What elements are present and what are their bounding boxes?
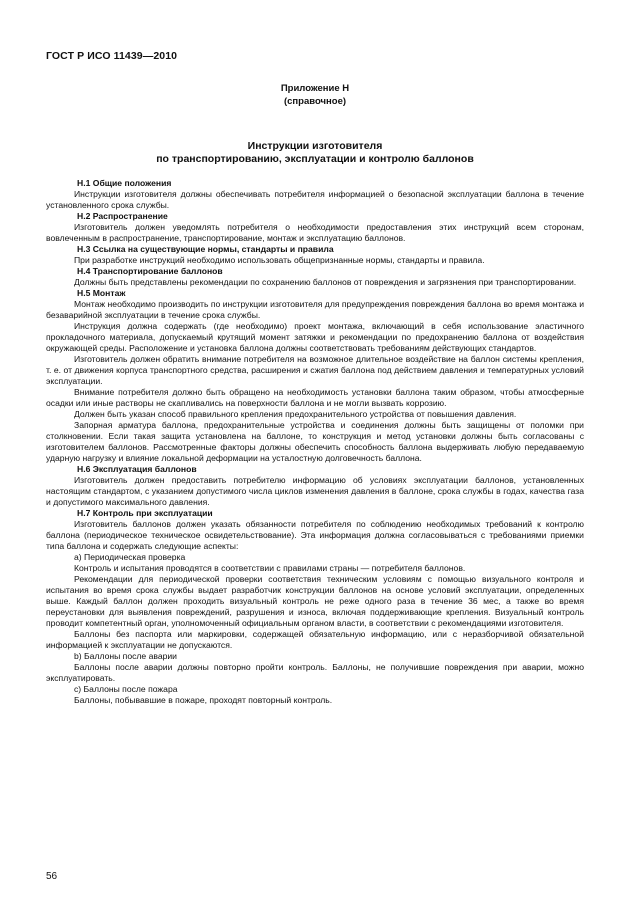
paragraph: Внимание потребителя должно быть обращено на необходимость установки баллона таким образом, чтобы атмосферные осадки или иные растворы не скапливались на поверхности баллона и не могли вызвать коррозию.: [46, 387, 584, 408]
annex-title: Приложение Н: [280, 83, 350, 94]
paragraph: Баллоны, побывавшие в пожаре, проходят повторный контроль.: [74, 695, 333, 705]
section-title-line-2: по транспортированию, эксплуатации и контролю баллонов: [156, 153, 474, 165]
paragraph: Запорная арматура баллона, предохранительные устройства и соединения должны быть защищены от поломки при столкновении. Если такая защита установлена на баллоне, то конструкция и метод установки должны быть согласованы с изготовителем баллонов. Рассмотренные факторы должны обеспечить способность баллона выдерживать любую передаваемую ударную нагрузку и влияние локальной деформации на усталостную долговечность баллона.: [46, 420, 584, 463]
paragraph: Инструкции изготовителя должны обеспечивать потребителя информацией о безопасной эксплуатации баллона в течение установленного срока службы.: [46, 189, 584, 210]
annex-subtitle: (справочное): [283, 96, 347, 107]
paragraph: а) Периодическая проверка: [74, 552, 186, 562]
paragraph: Должны быть представлены рекомендации по сохранению баллонов от повреждения и загрязнения при транспортировании.: [74, 277, 577, 287]
paragraph: Баллоны после аварии должны повторно пройти контроль. Баллоны, не получившие повреждения при аварии, можно эксплуатировать.: [46, 662, 584, 683]
paragraph: Изготовитель должен предоставить потребителю информацию об условиях эксплуатации баллонов, установленных настоящим стандартом, с указанием допустимого числа циклов изменения давления в баллоне, срока службы в годах, качества газа и допустимого максимального давления.: [46, 475, 584, 507]
paragraph: Должен быть указан способ правильного крепления предохранительного устройства от повышения давления.: [74, 409, 517, 419]
section-heading: Н.5 Монтаж: [77, 288, 126, 298]
paragraph: Изготовитель должен обратить внимание потребителя на возможное длительное воздействие на баллон системы крепления, т. е. от движения корпуса транспортного средства, расширения и сжатия баллона под действием давления и температурных условий эксплуатации.: [46, 354, 584, 386]
section-heading: Н.2 Распространение: [77, 211, 168, 221]
page-number: 56: [46, 871, 58, 882]
paragraph: Инструкция должна содержать (где необходимо) проект монтажа, включающий в себя использование эластичного прокладочного материала, допускаемый крутящий момент затяжки и рекомендации по предохранению баллона от воздействия окружающей среды. Расположение и установка баллона должны соответствовать требованиям действующих стандартов.: [46, 321, 584, 353]
section-title-line-1: Инструкции изготовителя: [247, 140, 383, 152]
section-heading: Н.1 Общие положения: [77, 178, 172, 188]
paragraph: Рекомендации для периодической проверки соответствия техническим условиям с помощью визуального контроля и испытания во время срока службы выдает разработчик конструкции баллонов на основе условий эксплуатации, определенных выше. Каждый баллон должен проходить визуальный контроль не реже одного раза в течение 36 мес, а также во время переустановки для выявления повреждений, разрушения и износа, включая поддерживающие крепления. Визуальный контроль проводит компетентный орган, уполномоченный официальным органом власти, в соответствии с рекомендациями изготовителя.: [46, 574, 584, 628]
paragraph: Баллоны без паспорта или маркировки, содержащей обязательную информацию, или с неразборчивой обязательной информацией к эксплуатации не допускаются.: [46, 629, 584, 650]
standard-header: ГОСТ Р ИСО 11439—2010: [46, 50, 178, 62]
paragraph: Изготовитель баллонов должен указать обязанности потребителя по соблюдению необходимых требований к контролю баллона (периодическое техническое освидетельствование). Эта информация должна согласовываться с требованиями приемки типа баллона и содержать следующие аспекты:: [46, 519, 584, 551]
paragraph: b) Баллоны после аварии: [74, 651, 177, 661]
paragraph: Изготовитель должен уведомлять потребителя о необходимости предоставления этих инструкций всем сторонам, вовлеченным в распространение, транспортирование, монтаж и эксплуатацию баллонов.: [46, 222, 584, 243]
section-heading: Н.4 Транспортирование баллонов: [77, 266, 223, 276]
paragraph: с) Баллоны после пожара: [74, 684, 178, 694]
paragraph: При разработке инструкций необходимо использовать общепризнанные нормы, стандарты и правила.: [74, 255, 485, 265]
paragraph: Контроль и испытания проводятся в соответствии с правилами страны — потребителя баллонов.: [74, 563, 466, 573]
section-heading: Н.7 Контроль при эксплуатации: [77, 508, 213, 518]
document-body: [46, 178, 584, 706]
paragraph: Монтаж необходимо производить по инструкции изготовителя для предупреждения повреждения баллона во время монтажа и безаварийной эксплуатации в течение срока службы.: [46, 299, 584, 320]
section-heading: Н.3 Ссылка на существующие нормы, стандарты и правила: [77, 244, 334, 254]
section-heading: Н.6 Эксплуатация баллонов: [77, 464, 197, 474]
